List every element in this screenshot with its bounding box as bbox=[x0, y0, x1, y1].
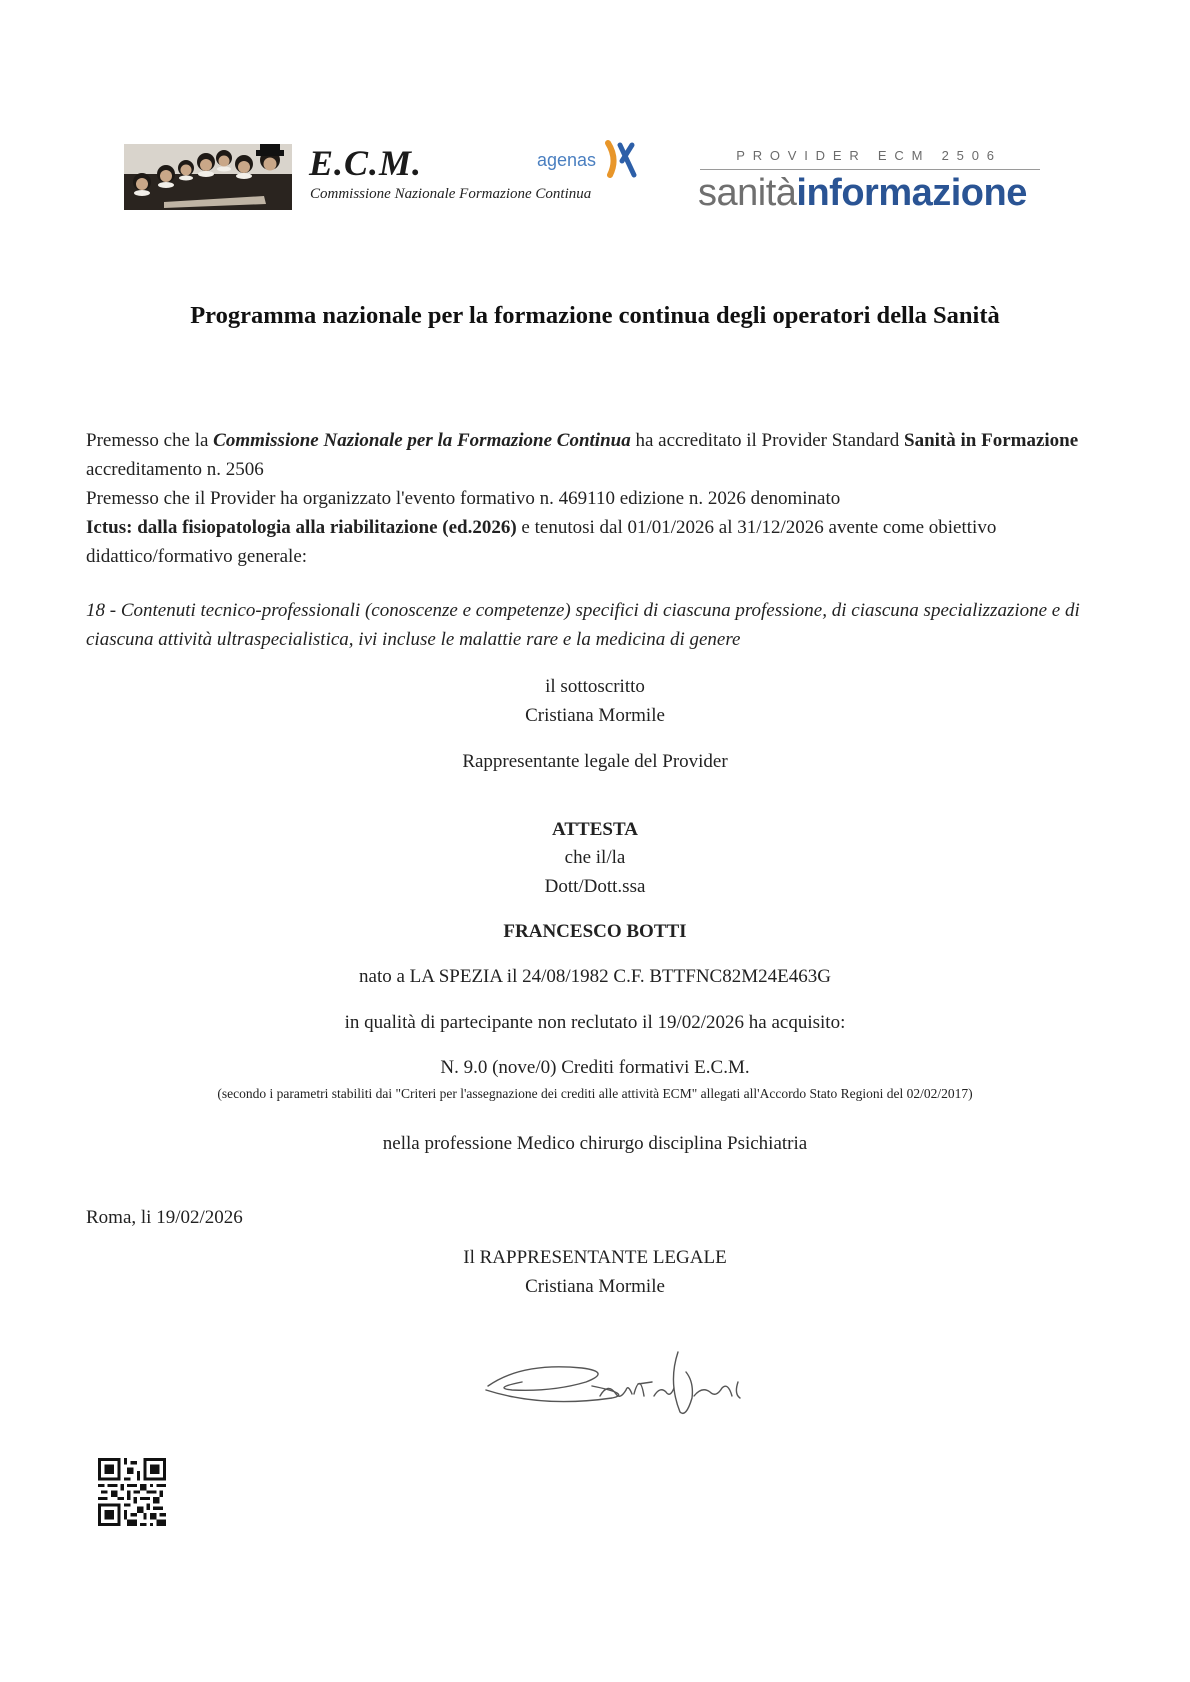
participant-name: FRANCESCO BOTTI bbox=[503, 921, 687, 942]
provider-brand-light: sanità bbox=[698, 172, 797, 214]
signatory-name: Cristiana Mormile bbox=[525, 705, 665, 726]
provider-brand-bold: informazione bbox=[796, 172, 1027, 214]
attesta-line-2: Dott/Dott.ssa bbox=[544, 876, 646, 897]
premise-paragraph-3 bbox=[86, 513, 1110, 571]
participant-birth: nato a LA SPEZIA il 24/08/1982 C.F. BTTFNC82M24E463G bbox=[359, 966, 831, 987]
event-dates: e tenutosi dal 01/01/2026 al 31/12/2026 avente come obiettivo didattico/formativo generale: bbox=[86, 517, 997, 567]
provider-brand bbox=[698, 172, 1027, 215]
ecm-painting-icon bbox=[124, 144, 292, 210]
place-date: Roma, li 19/02/2026 bbox=[86, 1207, 243, 1228]
signatory-intro: il sottoscritto bbox=[545, 676, 645, 697]
participant-status: in qualità di partecipante non reclutato il 19/02/2026 ha acquisito: bbox=[344, 1012, 846, 1033]
premise-paragraph-1 bbox=[86, 426, 1110, 484]
legal-representative-title: Il RAPPRESENTANTE LEGALE bbox=[463, 1247, 727, 1268]
p1-start: Premesso che la bbox=[86, 430, 214, 451]
training-objective: 18 - Contenuti tecnico-professionali (conoscenze e competenze) specifici di ciascuna professione, di ciascuna specializzazione e di ciascuna attività ultraspecialistica, ivi incluse le malattie rare e la medicina di genere bbox=[86, 600, 1080, 650]
premise-paragraph-2: Premesso che il Provider ha organizzato l'evento formativo n. 469110 edizione n. 2026 denominato bbox=[86, 488, 841, 509]
signatory-role: Rappresentante legale del Provider bbox=[462, 751, 728, 772]
provider-name: Sanità in Formazione bbox=[904, 430, 1079, 451]
provider-divider bbox=[700, 169, 1040, 170]
attesta-line-1: che il/la bbox=[564, 847, 626, 868]
p1-end: accreditamento n. 2506 bbox=[86, 459, 264, 480]
agenas-logo-text: agenas bbox=[537, 150, 597, 170]
qr-code-icon bbox=[98, 1458, 166, 1526]
attesta-heading: ATTESTA bbox=[552, 819, 638, 840]
provider-label: PROVIDER ECM 2506 bbox=[736, 148, 1002, 163]
credits-awarded: N. 9.0 (nove/0) Crediti formativi E.C.M. bbox=[440, 1057, 750, 1078]
event-title: Ictus: dalla fisiopatologia alla riabilitazione (ed.2026) bbox=[86, 517, 517, 538]
ecm-subtitle: Commissione Nazionale Formazione Continua bbox=[310, 186, 592, 202]
document-title: Programma nazionale per la formazione continua degli operatori della Sanità bbox=[190, 302, 1000, 329]
p1-mid: ha accreditato il Provider Standard bbox=[630, 430, 905, 451]
ecm-title: E.C.M. bbox=[309, 143, 423, 183]
agenas-logo-mark-icon bbox=[604, 139, 638, 179]
legal-representative-name: Cristiana Mormile bbox=[525, 1276, 665, 1297]
signature-icon bbox=[482, 1342, 762, 1422]
credits-note: (secondo i parametri stabiliti dai "Criteri per l'assegnazione dei crediti alle attività ECM" allegati all'Accordo Stato Regioni del 02/02/2017) bbox=[217, 1086, 973, 1101]
profession-line: nella professione Medico chirurgo disciplina Psichiatria bbox=[382, 1133, 808, 1154]
commission-name: Commissione Nazionale per la Formazione Continua bbox=[213, 430, 631, 451]
